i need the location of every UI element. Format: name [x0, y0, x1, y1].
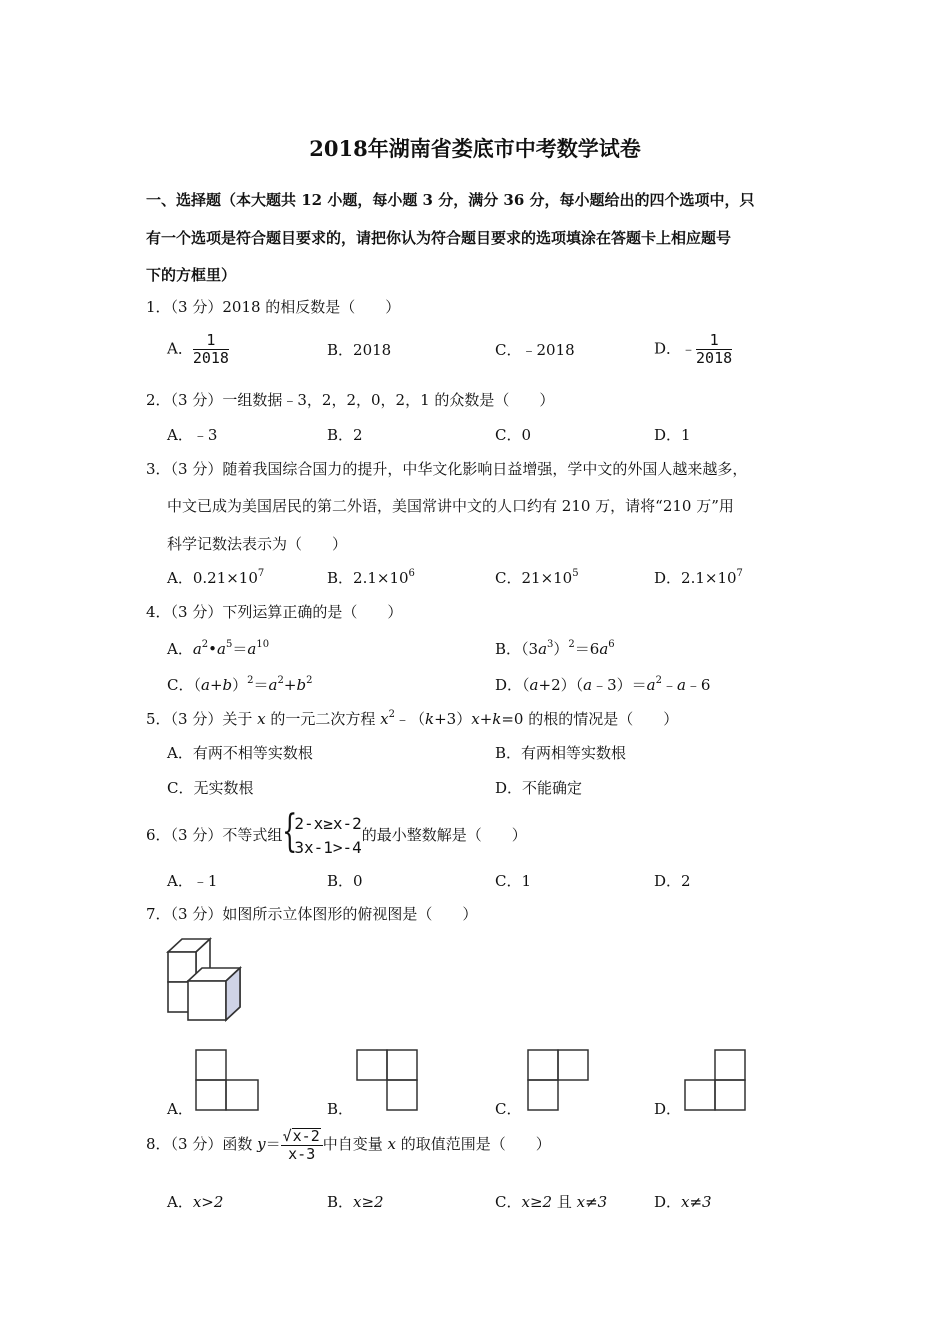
- exponent: 7: [257, 568, 265, 579]
- question-8-option-a: A．x>2: [167, 1193, 224, 1211]
- stem-text: 中自变量: [322, 1135, 388, 1153]
- option-label: C．: [167, 676, 194, 694]
- question-2-option-c: C．0: [495, 426, 532, 444]
- exponent: 6: [408, 568, 415, 579]
- question-3-option-b: [327, 570, 415, 586]
- question-6-option-d: D．2: [654, 872, 691, 890]
- question-7-option-a: A．: [167, 1100, 193, 1118]
- option-text: C．21×10: [495, 569, 573, 587]
- fraction: [193, 333, 229, 366]
- fraction-denominator: 2018: [192, 349, 229, 367]
- question-2-option-b: B．2: [327, 426, 363, 444]
- question-4-option-b: B．$(3a^3)^2=6a^6$: [495, 639, 615, 658]
- question-8-option-c: C．x≥2 且 x≠3: [495, 1193, 608, 1211]
- option-text: x>2: [192, 1193, 224, 1211]
- option-text: 且: [552, 1193, 577, 1211]
- variable: x: [387, 1135, 396, 1153]
- question-5-option-d: D．不能确定: [495, 779, 583, 797]
- exponent: 7: [736, 568, 743, 579]
- question-3-option-a: [167, 570, 264, 586]
- question-1-stem: 1．（3 分）2018 的相反数是（ ）: [146, 298, 401, 316]
- question-3-line3: 科学记数法表示为（ ）: [167, 535, 348, 553]
- question-3-option-c: [495, 570, 579, 586]
- question-6-option-c: C．1: [495, 872, 532, 890]
- option-label: D．: [495, 676, 523, 694]
- option-label: D．﹣: [654, 339, 697, 358]
- option-label: A．: [167, 339, 193, 358]
- question-7-option-d: D．: [654, 1100, 682, 1118]
- option-text: D．2.1×10: [654, 569, 737, 587]
- option-label: B．: [495, 640, 522, 658]
- page-title: 2018年湖南省娄底市中考数学试卷: [309, 136, 641, 161]
- question-5-stem: 5．（3 分）关于 x 的一元二次方程 $x^2﹣(k+3)x+k=0$ 的根的情况是（ ）: [146, 709, 679, 728]
- stem-text: 的取值范围是（ ）: [396, 1135, 551, 1153]
- question-4-option-a: A．$a^2•a^5=a^{10}$: [167, 639, 270, 658]
- question-2-option-a: A．﹣3: [167, 426, 218, 444]
- stem-text: 6．（3 分）不等式组: [146, 826, 283, 844]
- exponent: 5: [572, 568, 579, 579]
- section-heading-line1: 一、选择题（本大题共 12 小题，每小题 3 分，满分 36 分，每小题给出的四个选项中，只: [146, 191, 755, 209]
- inequality-1: 2-x≥x-2: [294, 814, 362, 833]
- question-5-option-c: C．无实数根: [167, 779, 254, 797]
- option-text: x≠3: [576, 1193, 608, 1211]
- fraction-denominator: 2018: [696, 349, 733, 367]
- question-5-option-b: B．有两相等实数根: [495, 744, 627, 762]
- option-text: A．0.21×10: [167, 569, 258, 587]
- option-text: x≥2: [521, 1193, 553, 1211]
- inequality-system: [282, 806, 362, 860]
- question-7-option-b: B．: [327, 1100, 354, 1118]
- question-8-stem: 8．（3 分）函数 y＝ $\frac{√x-2}{x-3}$ 中自变量 x 的取值范围是（ ）: [146, 1127, 551, 1163]
- top-view-option-c: [526, 1048, 592, 1112]
- option-text: x≠3: [681, 1193, 712, 1211]
- stem-text: 8．（3 分）函数: [146, 1135, 258, 1153]
- section-heading-line3: 下的方框里）: [146, 266, 237, 284]
- question-4-stem: 4．（3 分）下列运算正确的是（ ）: [146, 603, 403, 621]
- variable: y: [257, 1135, 266, 1153]
- question-6-option-b: B．0: [327, 872, 363, 890]
- question-8-option-b: B．x≥2: [327, 1193, 384, 1211]
- question-6-stem: [146, 806, 527, 860]
- question-8-option-d: D．x≠3: [654, 1193, 712, 1211]
- top-view-option-b: [355, 1048, 421, 1112]
- question-2-option-d: D．1: [654, 426, 691, 444]
- question-1-option-b: B．2018: [327, 341, 392, 359]
- fraction-denominator: x-3: [288, 1145, 316, 1163]
- solid-figure: [160, 935, 250, 1027]
- inequality-2: 3x-1>-4: [294, 838, 362, 857]
- question-6-option-a: A．﹣1: [167, 872, 218, 890]
- question-1-option-d: [654, 333, 732, 366]
- question-1-option-c: C．﹣2018: [495, 341, 575, 359]
- fraction-numerator: √x-2: [281, 1128, 323, 1146]
- fraction-numerator: 1: [696, 333, 732, 350]
- stem-text: 的最小整数解是（ ）: [361, 826, 527, 844]
- question-4-option-d: D．$(a+2)(a﹣3)=a^2﹣a﹣6$: [495, 675, 711, 694]
- question-7-option-c: C．: [495, 1100, 522, 1118]
- stem-text: 的一元二次方程: [265, 710, 381, 728]
- fraction-numerator: 1: [193, 333, 229, 350]
- fraction: [281, 1128, 323, 1162]
- question-2-stem: 2．（3 分）一组数据﹣3，2，2，0，2，1 的众数是（ ）: [146, 391, 555, 409]
- brace-icon: {: [282, 806, 298, 857]
- top-view-option-a: [194, 1048, 260, 1112]
- question-1-option-a: [167, 333, 229, 366]
- question-5-option-a: A．有两不相等实数根: [167, 744, 313, 762]
- sqrt-radicand: x-2: [292, 1127, 320, 1145]
- question-3-line1: 3．（3 分）随着我国综合国力的提升，中华文化影响日益增强，学中文的外国人越来越多，: [146, 460, 748, 478]
- question-7-stem: 7．（3 分）如图所示立体图形的俯视图是（ ）: [146, 905, 478, 923]
- question-3-line2: 中文已成为美国居民的第二外语，美国常讲中文的人口约有 210 万，请将“210 万”用: [167, 497, 734, 515]
- question-4-option-c: C．$(a+b)^2=a^2+b^2$: [167, 675, 313, 694]
- option-label: A．: [167, 640, 193, 658]
- top-view-option-d: [683, 1048, 749, 1112]
- stem-text: 5．（3 分）关于: [146, 710, 258, 728]
- option-text: B．2.1×10: [327, 569, 409, 587]
- option-text: x≥2: [353, 1193, 384, 1211]
- fraction: [696, 333, 732, 366]
- section-heading-line2: 有一个选项是符合题目要求的，请把你认为符合题目要求的选项填涂在答题卡上相应题号: [146, 229, 732, 247]
- stem-text: =0 的根的情况是（ ）: [501, 710, 679, 728]
- question-3-option-d: [654, 570, 743, 586]
